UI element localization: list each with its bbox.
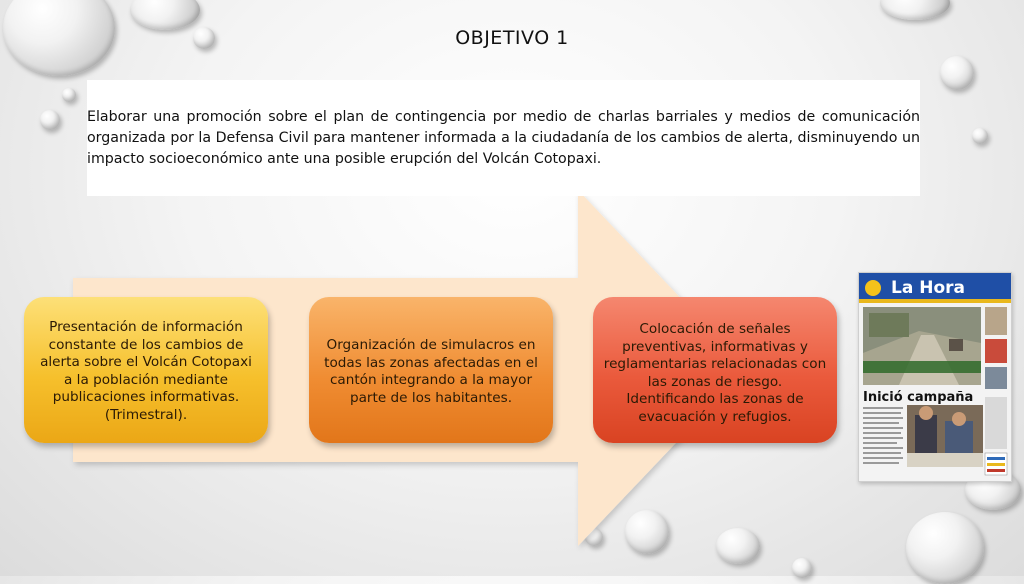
step-card-3 (593, 297, 837, 443)
newspaper-clipping-image (858, 272, 1012, 482)
newspaper-masthead: La Hora (891, 278, 965, 298)
objective-description: Elaborar una promoción sobre el plan de contingencia por medio de charlas barriales y medios de comunicación organizada por la Defensa Civil para mantener informada a la ciudadanía de los cambios de alerta, disminuyendo un impacto socioeconómico ante una posible erupción del Volcán Cotopaxi. (87, 109, 920, 167)
newspaper-illustration (859, 273, 1011, 481)
newspaper-headline: Inició campaña (863, 390, 974, 405)
step-card-2 (309, 297, 553, 443)
step-card-1 (24, 297, 268, 443)
step-card-2-text: Organización de simulacros en todas las zonas afectadas en el cantón integrando a la mayor parte de los habitantes. (324, 337, 538, 406)
slide-title: OBJETIVO 1 (455, 27, 569, 49)
step-card-1-text: Presentación de información constante de los cambios de alerta sobre el Volcán Cotopaxi a la población mediante publicaciones informativas. (Trimestral). (40, 319, 252, 423)
objective-description-box (87, 80, 920, 196)
step-card-3-text: Colocación de señales preventivas, informativas y reglamentarias relacionadas con las zonas de riesgo. Identificando las zonas de evacuación y refugios. (603, 321, 827, 425)
